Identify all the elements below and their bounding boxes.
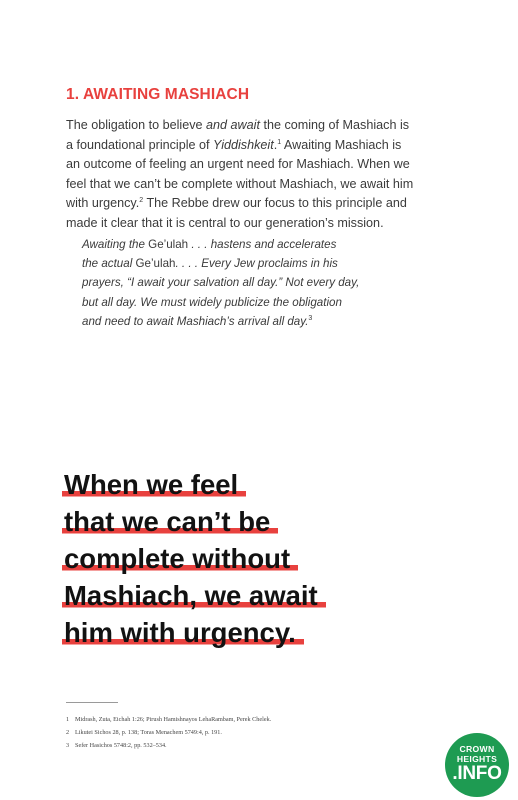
footnote-divider (66, 702, 118, 703)
section-heading: 1. AWAITING MASHIACH (66, 86, 250, 103)
quote-line: but all day. We must widely publicize the obligation (82, 295, 342, 309)
footnote-ref: 3 (308, 314, 313, 322)
footnote-ref: 1 (277, 138, 282, 146)
footnotes (66, 714, 386, 752)
logo-line-2: HEIGHTS (456, 754, 498, 764)
crownheights-logo[interactable] (445, 733, 509, 797)
body-line: made it clear that it is central to our generation’s mission. (66, 215, 384, 230)
body-line: with urgency.$^2$ The Rebbe drew our focus to this principle and (66, 196, 407, 211)
quote-line: and need to await Mashiach’s arrival all day.$^3$ (82, 314, 313, 328)
footnote-ref: 2 (139, 197, 144, 205)
block-quote (82, 235, 412, 331)
logo-line-1: CROWN (459, 744, 495, 754)
footnote-number: 3 (66, 741, 70, 749)
logo-line-3: .INFO (452, 763, 502, 784)
body-paragraph (66, 116, 446, 234)
pull-quote-line: complete without (62, 540, 298, 577)
pull-quote-line: When we feel (62, 466, 246, 503)
footnote (66, 714, 386, 727)
quote-line: the actual Ge’ulah. . . . Every Jew proclaims in his (82, 257, 338, 271)
body-line: an outcome of feeling an urgent need for Mashiach. When we (66, 157, 410, 172)
body-line: a foundational principle of Yiddishkeit.$^1$ Awaiting Mashiach is (66, 137, 402, 152)
footnote-text: Midrash, Zuta, Eichah 1:26; Pirush Hamishnayos LehaRambam, Perek Chelek. (75, 716, 272, 723)
body-line: The obligation to believe and await the coming of Mashiach is (66, 118, 410, 132)
footnote-number: 2 (66, 728, 70, 736)
body-line: feel that we can’t be complete without Mashiach, we await him (66, 176, 414, 191)
pull-quote-line: him with urgency. (62, 614, 304, 651)
pull-quote-line: that we can’t be (62, 503, 278, 540)
quote-line: prayers, “I await your salvation all day.” Not every day, (82, 276, 360, 290)
footnote-text: Likutei Sichos 28, p. 138; Toras Menachem 5749:4, p. 191. (75, 728, 222, 736)
pull-quote-line: Mashiach, we await (62, 577, 326, 614)
footnote (66, 727, 386, 740)
quote-line: Awaiting the Ge’ulah . . . hastens and accelerates (82, 238, 337, 251)
footnote (66, 740, 386, 753)
footnote-number: 1 (66, 716, 70, 723)
footnote-text: Sefer Hasichos 5748:2, pp. 532–534. (75, 741, 167, 749)
pull-quote (64, 466, 394, 651)
